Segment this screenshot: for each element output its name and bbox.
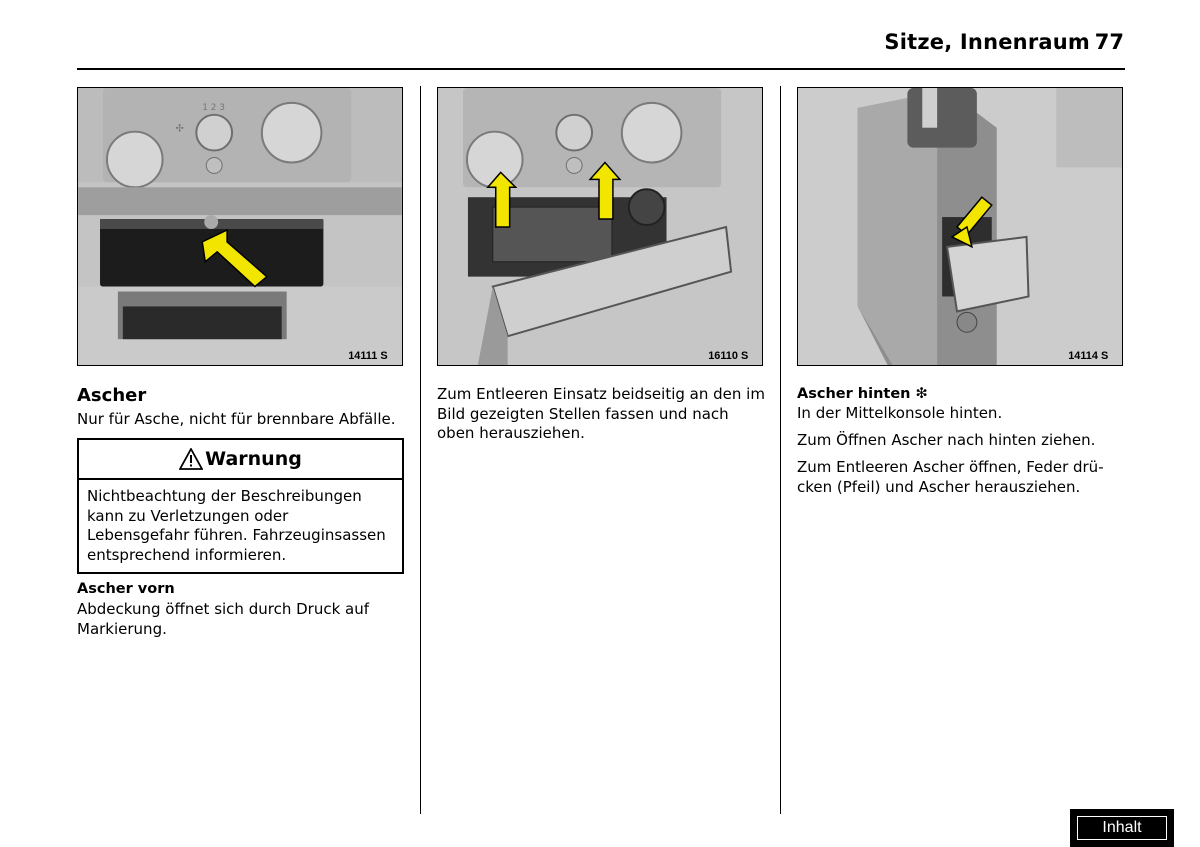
ashtray-insert-illustration [438,88,762,365]
column-divider [780,86,781,814]
figure-front-ashtray [77,87,403,366]
warning-triangle-icon [179,448,203,470]
chapter-title: Sitze, Innenraum [884,30,1090,54]
front-ashtray-illustration [78,88,402,365]
rear-ashtray-illustration [798,88,1122,365]
figure-ashtray-insert [437,87,763,366]
column-divider [420,86,421,814]
contents-button-label: Inhalt [1077,816,1167,840]
figure-number: 14114 S [1068,350,1109,363]
rear-ashtray-open: Zum Öffnen Ascher nach hinten ziehen. [797,431,1096,449]
rear-ashtray-location: In der Mittelkonsole hinten. [797,404,1003,422]
rear-ashtray-title: Ascher hinten ❇ [797,386,928,402]
svg-text:✣: ✣ [175,123,184,135]
insert-instructions: Zum Entleeren Einsatz beidseitig an den im Bild gezeigten Stellen fassen und nach oben herausziehen. [437,385,765,442]
warning-header [79,440,402,480]
front-ashtray-text: Abdeckung öffnet sich durch Druck auf Markierung. [77,600,370,638]
contents-button[interactable] [1070,809,1174,847]
intro-text: Nur für Asche, nicht für brennbare Abfälle. [77,410,396,428]
figure-number: 16110 S [708,350,749,363]
header-rule [77,68,1125,70]
warning-box [77,438,404,574]
section-title: Ascher [77,385,147,406]
figure-rear-ashtray [797,87,1123,366]
svg-text:1 2 3: 1 2 3 [202,102,225,113]
page-number: 77 [1094,30,1124,54]
front-ashtray-title: Ascher vorn [77,581,175,597]
figure-number: 14111 S [348,350,388,363]
rear-ashtray-empty: Zum Entleeren Ascher öffnen, Feder drü-cken (Pfeil) und Ascher herausziehen. [797,458,1104,496]
warning-text: Nichtbeachtung der Beschreibungen kann zu Verletzungen oder Lebensgefahr führen. Fahrzeuginsassen entsprechend informieren. [87,487,386,564]
warning-title: Warnung [205,448,302,470]
